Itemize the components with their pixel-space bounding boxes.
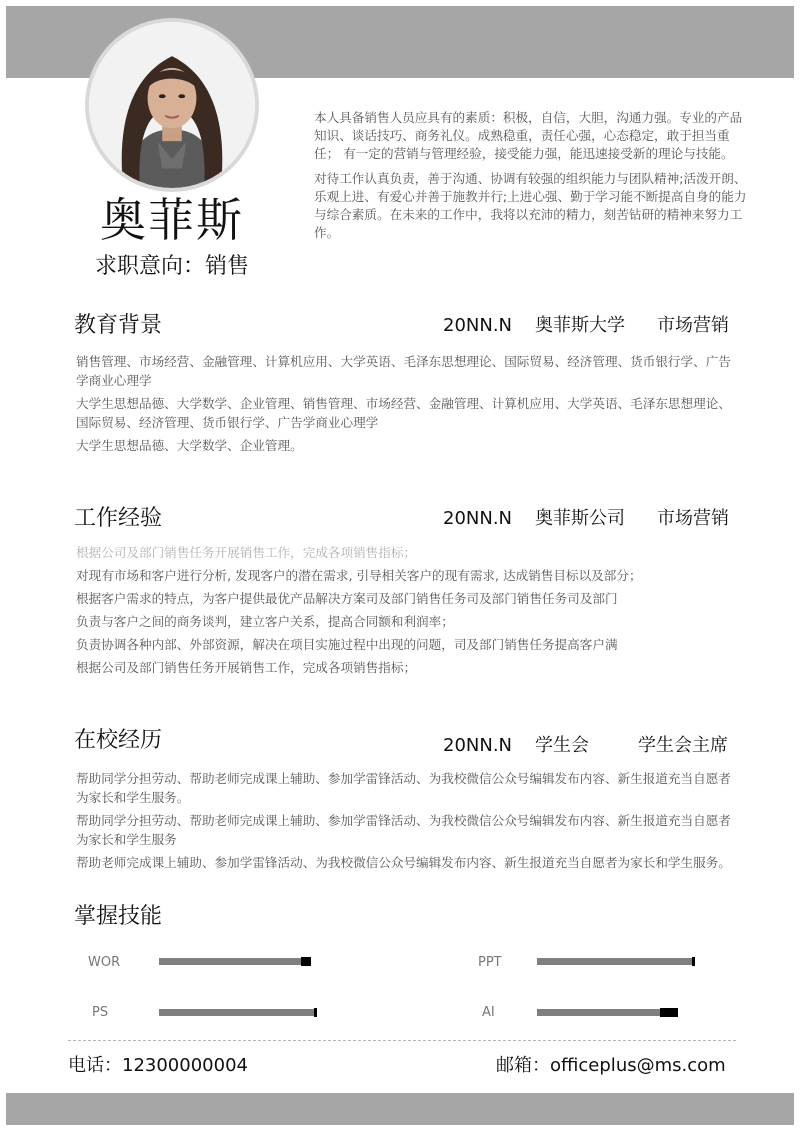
footer-band	[6, 1093, 794, 1125]
skill-bar	[537, 958, 695, 965]
education-line: 大学生思想品德、大学数学、企业管理。	[76, 438, 303, 453]
skill-bar-end	[660, 1008, 678, 1017]
campus-line: 帮助老师完成课上辅助、参加学雷锋活动、为我校微信公众号编辑发布内容、新生报道充当自愿者为家长和学生服务。	[76, 855, 731, 870]
candidate-name: 奥菲斯	[100, 193, 244, 247]
education-details	[76, 352, 741, 459]
intro-paragraph: 对待工作认真负责，善于沟通、协调有较强的组织能力与团队精神;活泼开朗、乐观上进、有爱心并善于施教并行;上进心强、勤于学习能不断提高自身的能力与综合素质。在未来的工作中，我将以充沛的精力，刻苦钻研的精神来努力工作。	[314, 171, 747, 240]
work-line: 负责协调各种内部、外部资源，解决在项目实施过程中出现的问题，司及部门销售任务提高客户满	[76, 637, 618, 652]
campus-title: 在校经历	[74, 728, 163, 753]
education-title: 教育背景	[74, 313, 163, 338]
email-label: 邮箱：	[496, 1055, 550, 1076]
skills-title: 掌握技能	[74, 904, 163, 929]
profile-photo	[85, 18, 259, 192]
skill-bar-end	[314, 1008, 317, 1017]
work-line: 对现有市场和客户进行分析, 发现客户的潜在需求, 引导相关客户的现有需求, 达成销售目标以及部分；	[76, 568, 642, 583]
skill-bar	[159, 958, 311, 965]
campus-date: 20NN.N	[443, 735, 513, 756]
work-line: 根据客户需求的特点，为客户提供最优产品解决方案司及部门销售任务司及部门销售任务司及部门	[76, 591, 618, 606]
email-address: officeplus@ms.com	[550, 1055, 726, 1076]
work-line: 负责与客户之间的商务谈判，建立客户关系，提高合同额和利润率；	[76, 614, 454, 629]
campus-line: 帮助同学分担劳动、帮助老师完成课上辅助、参加学雷锋活动、为我校微信公众号编辑发布内容、新生报道充当自愿者为家长和学生服务	[76, 813, 731, 847]
education-line: 销售管理、市场经营、金融管理、计算机应用、大学英语、毛泽东思想理论、国际贸易、经济管理、货币银行学、广告学商业心理学	[76, 354, 731, 388]
education-line: 大学生思想品德、大学数学、企业管理、销售管理、市场经营、金融管理、计算机应用、大学英语、毛泽东思想理论、国际贸易、经济管理、货币银行学、广告学商业心理学	[76, 396, 731, 430]
divider	[68, 1040, 736, 1041]
skill-bar-end	[301, 957, 311, 966]
job-intent-label: 求职意向：	[94, 254, 205, 279]
education-date: 20NN.N	[443, 315, 513, 336]
work-position: 市场营销	[657, 508, 729, 529]
education-school: 奥菲斯大学	[535, 315, 625, 336]
skill-label: PS	[92, 1005, 109, 1020]
campus-organization: 学生会	[535, 735, 589, 756]
work-line: 根据公司及部门销售任务开展销售工作，完成各项销售指标；	[76, 660, 417, 675]
work-title: 工作经验	[74, 506, 163, 531]
job-intent-value: 销售	[205, 254, 250, 279]
email	[496, 1053, 726, 1079]
skill-label: WOR	[88, 955, 121, 970]
job-intent	[72, 252, 272, 282]
work-company: 奥菲斯公司	[535, 508, 625, 529]
skill-label: PPT	[478, 955, 502, 970]
campus-line: 帮助同学分担劳动、帮助老师完成课上辅助、参加学雷锋活动、为我校微信公众号编辑发布内容、新生报道充当自愿者为家长和学生服务。	[76, 771, 731, 805]
phone-number: 12300000004	[122, 1055, 248, 1076]
work-date: 20NN.N	[443, 508, 513, 529]
phone-label: 电话：	[68, 1055, 122, 1076]
campus-details	[76, 769, 741, 876]
skill-bar-end	[692, 957, 695, 966]
intro-paragraph: 本人具备销售人员应具有的素质：积极，自信，大胆，沟通力强。专业的产品知识、谈话技巧、商务礼仪。成熟稳重，责任心强，心态稳定，敢于担当重任； 有一定的营销与管理经验，接受能力强，能迅速接受新的理论与技能。	[314, 110, 743, 161]
portrait-image	[89, 22, 255, 188]
skill-bar	[537, 1009, 678, 1016]
campus-role: 学生会主席	[638, 735, 728, 756]
skill-label: AI	[482, 1005, 495, 1020]
education-major: 市场营销	[657, 315, 729, 336]
work-line: 根据公司及部门销售任务开展销售工作，完成各项销售指标；	[76, 545, 417, 560]
work-details	[76, 543, 741, 681]
phone	[68, 1053, 248, 1079]
skill-bar	[159, 1009, 317, 1016]
self-introduction	[314, 109, 754, 250]
